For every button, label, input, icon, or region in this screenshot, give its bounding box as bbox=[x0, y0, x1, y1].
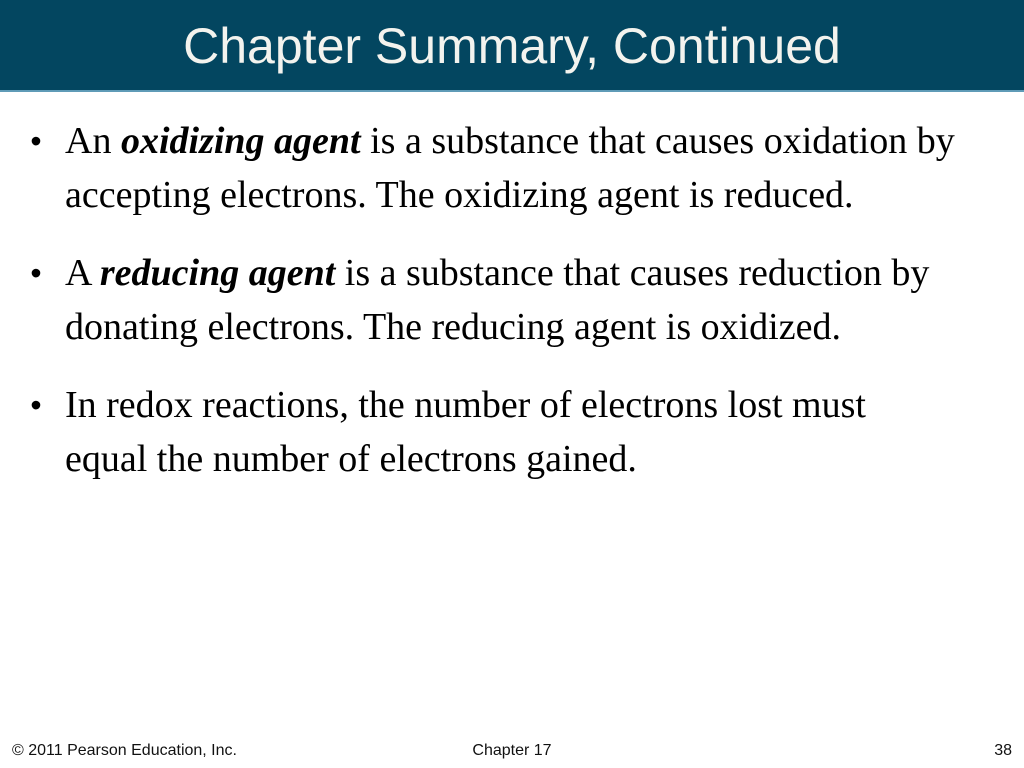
bullet-list bbox=[26, 114, 956, 510]
bullet-text: In redox reactions, the number of electrons lost must equal the number of electrons gained. bbox=[65, 384, 866, 480]
slide-title: Chapter Summary, Continued bbox=[183, 18, 841, 74]
oxidizing-agent-term: oxidizing agent bbox=[120, 120, 361, 162]
bullet-icon: • bbox=[30, 255, 42, 291]
bullet-item-reducing-agent bbox=[26, 246, 956, 354]
footer-copyright: © 2011 Pearson Education, Inc. bbox=[12, 742, 237, 759]
bullet-text: is a substance that causes reduction by donating electrons. The reducing agent is oxidized. bbox=[65, 252, 930, 348]
bullet-item-redox-electrons bbox=[26, 378, 956, 486]
bullet-text: is a substance that causes oxidation by accepting electrons. The oxidizing agent is reduced. bbox=[65, 120, 955, 216]
bullet-icon: • bbox=[30, 123, 42, 159]
footer-chapter: Chapter 17 bbox=[472, 742, 552, 759]
bullet-intro: An bbox=[65, 120, 121, 162]
bullet-icon: • bbox=[30, 387, 42, 423]
page-number: 38 bbox=[994, 742, 1012, 759]
bullet-item-oxidizing-agent bbox=[26, 114, 956, 222]
slide-header bbox=[0, 0, 1024, 92]
reducing-agent-term: reducing agent bbox=[99, 252, 336, 294]
bullet-intro: A bbox=[65, 252, 100, 294]
